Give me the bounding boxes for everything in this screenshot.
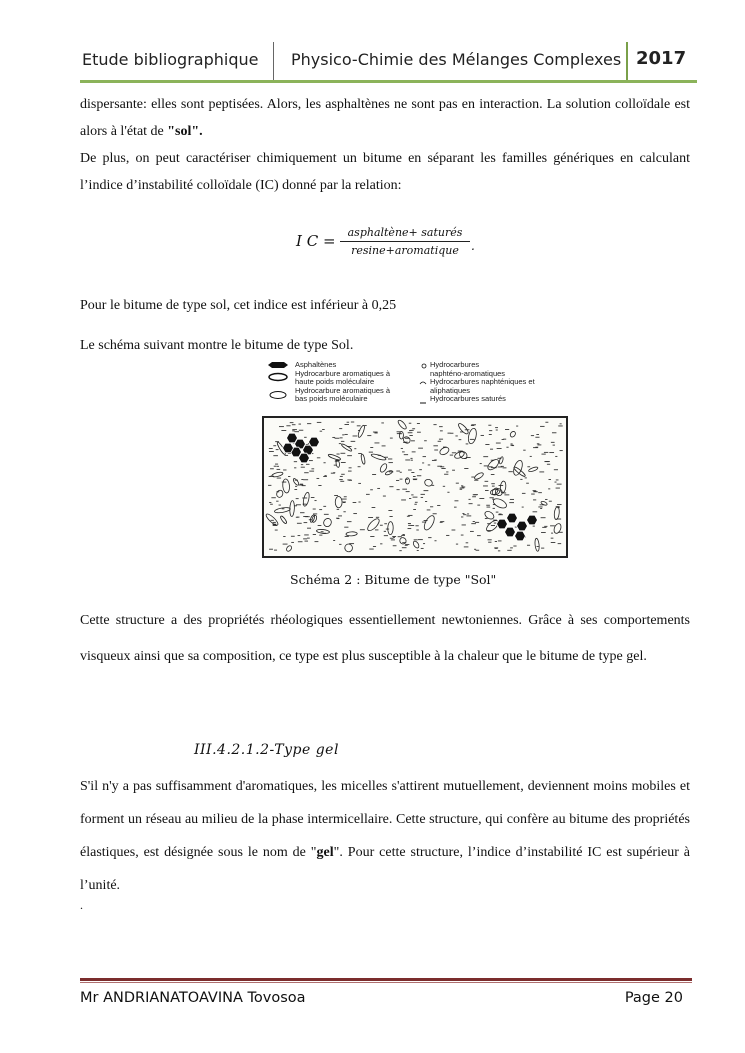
asphaltene-particle [515,531,526,541]
formula-fraction [340,226,470,257]
asphaltene-particle [505,527,516,537]
asphaltene-particle [309,437,320,447]
page-header [80,38,697,80]
figure-caption: Schéma 2 : Bitume de type "Sol" [290,572,497,587]
paragraph-6: S'il n'y a pas suffisamment d'aromatiques, les micelles s'attirent mutuellement, deviennent moins mobiles et forment un réseau au milieu de la phase intermicellaire. Cette structure, qui confère au bitume des propriétés élastiques, est désignée sous le nom de "gel". Pour cette structure, l’indice d’instabilité IC est supérieur à l’unité. [80,779,690,893]
footer-rule [80,978,692,981]
sol-structure-drawing [262,416,568,558]
paragraph-3: Pour le bitume de type sol, cet indice est inférieur à 0,25 [80,298,397,313]
sol-schema-figure [262,360,568,558]
footer-rule-thin [80,982,692,983]
header-rule [80,80,697,83]
asphaltene-particle [507,513,518,523]
formula-denominator: resine+aromatique [351,244,459,257]
formula-numerator: asphaltène+ saturés [340,226,470,242]
header-title: Physico-Chimie des Mélanges Complexes [291,50,622,69]
asphaltene-particle [299,453,310,463]
paragraph-1: dispersante: elles sont peptisées. Alors, les asphaltènes ne sont pas en interaction. La solution colloïdale est alors à l'état de "sol". De plus, on peut caractériser chimiquement un bitume en séparant les familles génériques en calculant l’indice d’instabilité colloïdale (IC) donné par la relation: [80,97,690,193]
asphaltene-particle [283,443,294,453]
paragraph-5: Cette structure a des propriétés rhéologiques essentiellement newtoniennes. Grâce à ses comportements visqueux ainsi que sa composition, ce type est plus susceptible à la chaleur que le bitume de type gel. [80,613,690,664]
footer-author: Mr ANDRIANATOAVINA Tovosoa [80,990,306,1006]
paragraph-4: Le schéma suivant montre le bitume de type Sol. [80,338,354,353]
formula-lhs: I C = [296,232,336,250]
section-heading: III.4.2.1.2-Type gel [194,742,339,758]
header-chapter: Etude bibliographique [82,50,259,69]
schema-legend: Asphaltènes Hydrocarbure aromatiques à haute poids moléculaire Hydrocarbure aromatiques à bas poids moléculaire Hydrocarbures naphténo-aromatiques Hydrocarbures naphténiques et aliphatiques Hydrocarbures saturés [262,360,568,412]
header-divider [626,42,628,80]
page-number: Page 20 [624,990,683,1006]
asphaltene-particle [517,521,528,531]
header-divider [273,42,274,80]
header-year: 2017 [636,48,687,69]
asphaltene-particle [527,515,538,525]
asphaltene-particle [497,519,508,529]
